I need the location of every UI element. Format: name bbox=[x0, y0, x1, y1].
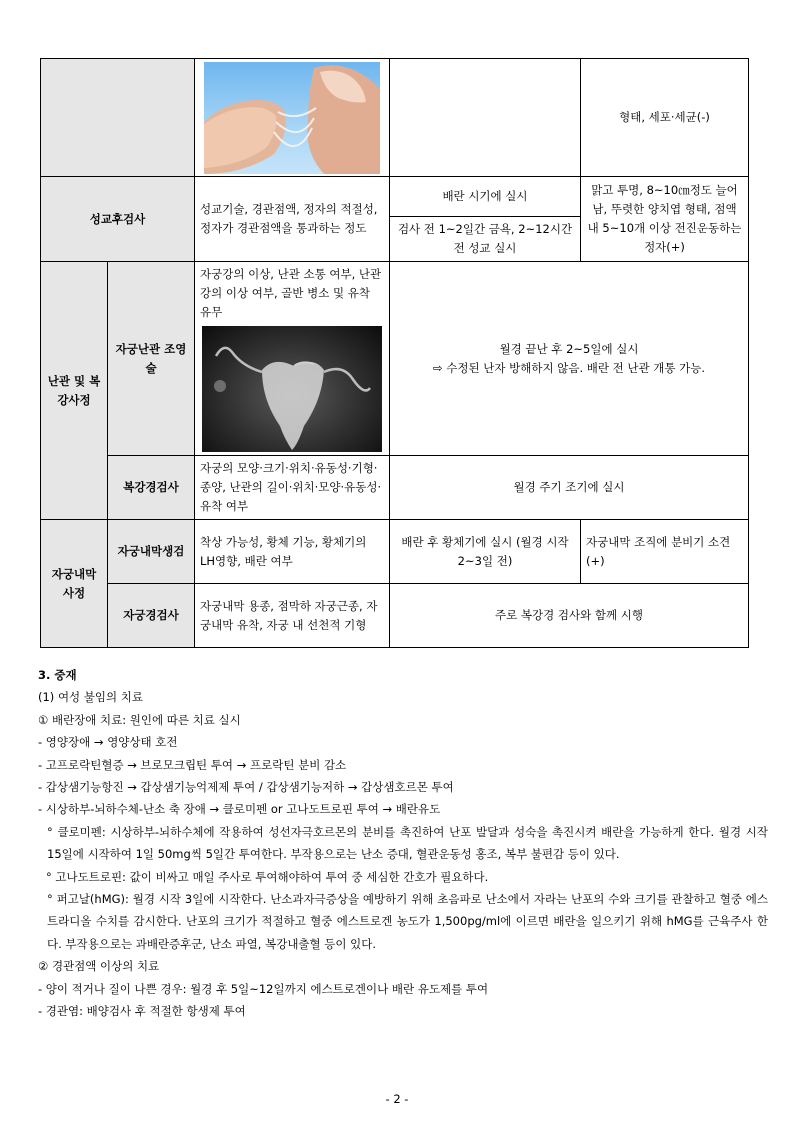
endometrial-biopsy-result: 자궁내막 조직에 분비기 소견(+) bbox=[581, 520, 749, 584]
subsection-heading: (1) 여성 불임의 치료 bbox=[38, 690, 144, 705]
endometrial-biopsy-time: 배란 후 황체기에 실시 (월경 시작 2~3일 전) bbox=[390, 520, 581, 584]
tubal-assessment-label: 난관 및 복강사정 bbox=[41, 262, 108, 520]
list-item: - 갑상샘기능항진 → 갑상샘기능억제제 투여 / 갑상샘기능저하 → 갑상샘호르몬 투여 bbox=[38, 780, 454, 795]
laparoscopy-label: 복강경검사 bbox=[108, 456, 195, 520]
hsg-xray-image bbox=[202, 326, 382, 452]
hsg-time: 월경 끝난 후 2~5일에 실시 bbox=[499, 341, 639, 356]
laparoscopy-time: 월경 주기 조기에 실시 bbox=[390, 456, 749, 520]
list-item: - 고프로락틴혈증 → 브로모크립틴 투여 → 프로락틴 분비 감소 bbox=[38, 757, 347, 772]
list-item: - 시상하부-뇌하수체-난소 축 장애 → 클로미펜 or 고나도트로핀 투여 → 배란유도 bbox=[38, 802, 441, 817]
postcoital-test-time2: 검사 전 1~2일간 금욕, 2~12시간 전 성교 실시 bbox=[390, 217, 581, 262]
section-heading: 3. 중재 bbox=[38, 668, 77, 682]
hsg-cell bbox=[195, 262, 390, 456]
pergonal-paragraph: ° 퍼고날(hMG): 월경 시작 3일에 시작한다. 난소과자극증상을 예방하기 위해 초음파로 난소에서 자라는 난포의 수와 크기를 관찰하고 혈중 에스트라디올 수치를 감시한다. 난포의 크기가 적절하고 혈중 에스트로겐 농도가 1,500pg/ml에 이르면 배란을 일으키기 위해 hMG를 근육주사 한다. 부작용으로는 과배란증후군, 난소 파열, 복강내출혈 등이 있다. bbox=[47, 892, 768, 951]
list-item: - 양이 적거나 질이 나쁜 경우: 월경 후 5일~12일까지 에스트로겐이나 배란 유도제를 투여 bbox=[38, 981, 489, 996]
gonadotropin-paragraph: ° 고나도트로핀: 값이 비싸고 매일 주사로 투여해야하여 투여 중 세심한 간호가 필요하다. bbox=[46, 869, 489, 884]
table-cell-empty bbox=[41, 59, 195, 177]
list-item: ② 경관점액 이상의 치료 bbox=[38, 959, 160, 974]
hysteroscopy-desc: 자궁내막 용종, 점막하 자궁근종, 자궁내막 유착, 자궁 내 선천적 기형 bbox=[195, 584, 390, 648]
table-cell-empty-2 bbox=[390, 59, 581, 177]
mucus-result-cell: 형태, 세포·세균(-) bbox=[581, 59, 749, 177]
clomiphene-paragraph: ° 클로미펜: 시상하부-뇌하수체에 작용하여 성선자극호르몬의 분비를 촉진하여 난포 발달과 성숙을 촉진시켜 배란을 가능하게 한다. 월경 시작 15일에 시작하여 1일 50mg씩 5일간 투여한다. 부작용으로는 난소 증대, 혈관운동성 홍조, 복부 불편감 등이 있다. bbox=[47, 824, 768, 862]
cervical-mucus-photo bbox=[204, 62, 380, 174]
laparoscopy-desc: 자궁의 모양·크기·위치·유동성·기형·종양, 난관의 길이·위치·모양·유동성·유착 여부 bbox=[195, 456, 390, 520]
body-text bbox=[38, 664, 768, 1023]
endometrial-biopsy-label: 자궁내막생검 bbox=[108, 520, 195, 584]
table-cell-photo bbox=[195, 59, 390, 177]
endometrium-assessment-label: 자궁내막 사정 bbox=[41, 520, 108, 648]
endometrial-biopsy-desc: 착상 가능성, 황체 기능, 황체기의 LH영향, 배란 여부 bbox=[195, 520, 390, 584]
hsg-timing-cell bbox=[390, 262, 749, 456]
list-item: - 경관염: 배양검사 후 적절한 항생제 투여 bbox=[38, 1004, 246, 1019]
hysteroscopy-time: 주로 복강경 검사와 함께 시행 bbox=[390, 584, 749, 648]
list-item: - 영양장애 → 영양상태 호전 bbox=[38, 735, 178, 750]
postcoital-test-time1: 배란 시기에 실시 bbox=[390, 177, 581, 217]
postcoital-test-result: 맑고 투명, 8~10㎝정도 늘어남, 뚜렷한 양치엽 형태, 점액 내 5~10개 이상 전진운동하는 정자(+) bbox=[581, 177, 749, 262]
table-row bbox=[41, 59, 749, 177]
table-row bbox=[41, 456, 749, 520]
postcoital-test-desc: 성교기술, 경관점액, 정자의 적절성, 정자가 경관점액을 통과하는 정도 bbox=[195, 177, 390, 262]
table-row bbox=[41, 177, 749, 217]
table-row bbox=[41, 584, 749, 648]
hysteroscopy-label: 자궁경검사 bbox=[108, 584, 195, 648]
infertility-test-table bbox=[40, 58, 749, 648]
table-row bbox=[41, 520, 749, 584]
table-row bbox=[41, 262, 749, 456]
hsg-note: ⇨ 수정된 난자 방해하지 않음. 배란 전 난관 개통 가능. bbox=[432, 360, 706, 375]
list-item: ① 배란장애 치료: 원인에 따른 치료 실시 bbox=[38, 712, 241, 727]
postcoital-test-label: 성교후검사 bbox=[41, 177, 195, 262]
page-number: - 2 - bbox=[385, 1092, 409, 1106]
hsg-desc: 자궁강의 이상, 난관 소통 여부, 난관강의 이상 여부, 골반 병소 및 유착 유무 bbox=[200, 267, 382, 319]
hsg-label: 자궁난관 조영술 bbox=[108, 262, 195, 456]
